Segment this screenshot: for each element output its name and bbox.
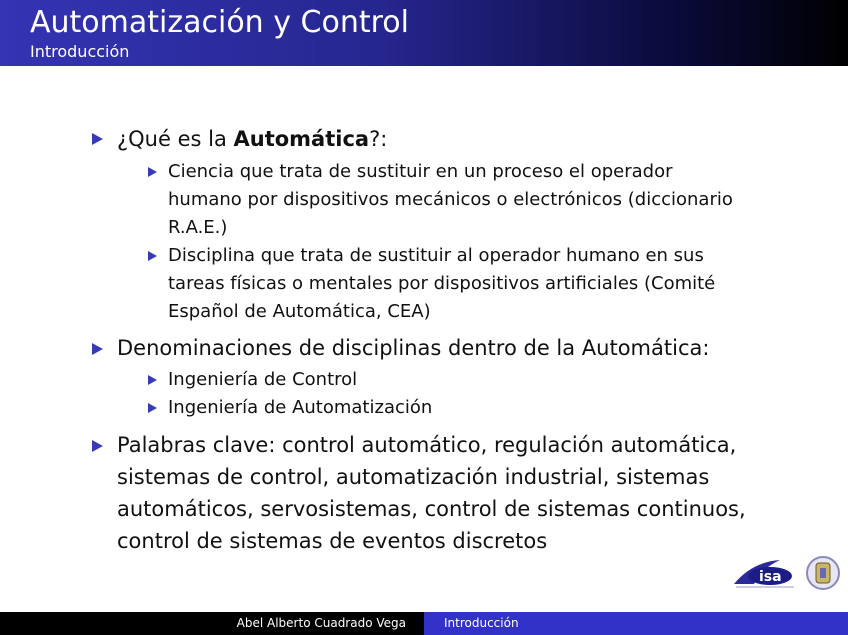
line: automáticos, servosistemas, control de sistemas continuos, [117,497,746,521]
list-item-automatica [117,123,387,155]
slide-header [0,0,848,66]
sub-bullet-icon [148,167,157,177]
line: Ciencia que trata de sustituir en un proceso el operador [168,161,673,182]
isa-logo-text: isa [759,569,782,585]
item-text-suffix: ?: [369,127,388,151]
footer-author: Abel Alberto Cuadrado Vega [0,612,424,635]
institution-logos [732,554,842,592]
line: tareas físicas o mentales por dispositivos artificiales (Comité [168,273,716,294]
line: Palabras clave: control automático, regulación automática, [117,433,737,457]
sub-item-ingenieria-control: Ingeniería de Control [168,369,358,390]
sub-item-ingenieria-automatizacion: Ingeniería de Automatización [168,397,433,418]
line: Español de Automática, CEA) [168,301,431,322]
line: Disciplina que trata de sustituir al operador humano en sus [168,245,704,266]
bullet-icon [92,133,103,145]
slide-subtitle: Introducción [30,42,130,61]
item-text-prefix: ¿Qué es la [117,127,234,151]
list-item-palabras-clave [117,429,746,557]
bullet-icon [92,343,103,355]
line: sistemas de control, automatización industrial, sistemas [117,465,710,489]
line: humano por dispositivos mecánicos o electrónicos (diccionario [168,189,733,210]
footer-section: Introducción [424,612,848,635]
sub-bullet-icon [148,251,157,261]
sub-bullet-icon [148,403,157,413]
slide-body [0,66,848,612]
line: control de sistemas de eventos discretos [117,529,548,553]
sub-bullet-icon [148,375,157,385]
slide-footer [0,612,848,635]
line: R.A.E.) [168,217,228,238]
item-text-bold: Automática [233,127,370,151]
sub-item-definition-cea [168,242,715,326]
university-crest-icon [804,554,842,592]
bullet-icon [92,440,103,452]
list-item-denominaciones: Denominaciones de disciplinas dentro de la Automática: [117,336,710,360]
sub-item-definition-rae [168,158,733,242]
slide-title: Automatización y Control [30,5,409,40]
